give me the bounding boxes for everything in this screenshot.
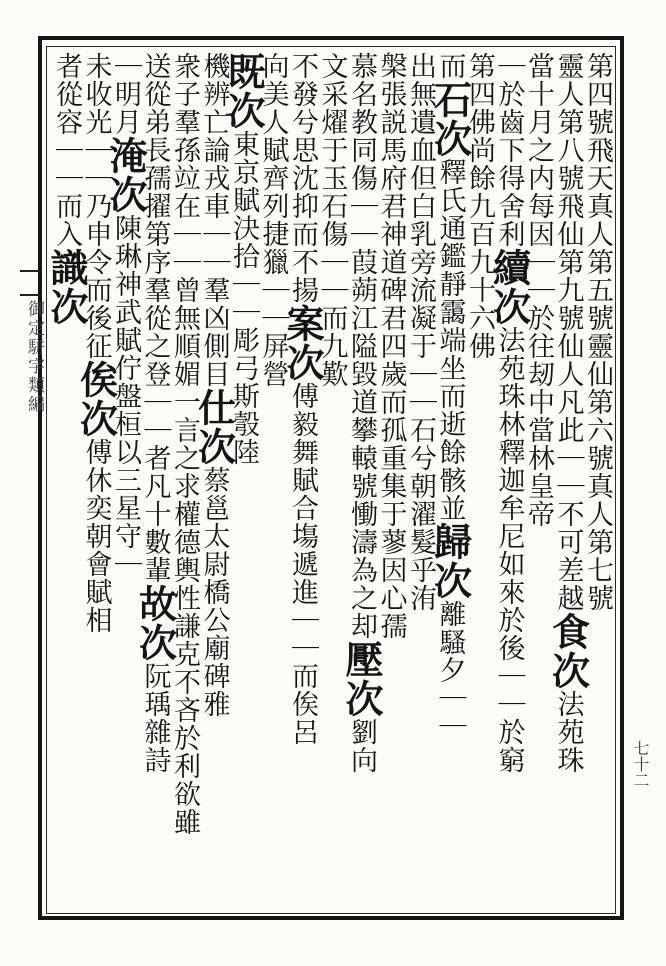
page-number: 七十二 — [631, 740, 650, 788]
text-segment: 石兮朝濯髮乎洧 — [405, 416, 436, 612]
fishtail-mark — [20, 270, 42, 296]
text-segment: 衆子羣孫竝在｜｜曾無順媚一言之求權德輿 — [169, 52, 200, 584]
text-segment: 林皇帝 — [523, 444, 554, 528]
text-segment: 阮瑀雜詩 — [139, 662, 171, 774]
text-segment: 靈人第八號飛仙第九號仙人凡此｜｜不可差越 — [552, 52, 584, 612]
text-segment: 當十月之内每因｜｜於往刼中當 — [523, 52, 554, 444]
text-segment: 九歎 — [316, 332, 348, 388]
text-segment: ｜｜乃申令而後征 — [80, 136, 112, 360]
headword: 淹次 — [103, 136, 148, 214]
text-segment: 法苑珠林釋迦牟尼如來於後｜｜於窮 — [493, 326, 525, 774]
text-segment: 文采燿于玉石傷｜｜而 — [316, 52, 348, 332]
headword: 識次 — [44, 248, 89, 326]
text-segment: 蔡邕太尉橋公廟碑雅 — [198, 466, 230, 718]
text-segment: ｜明月 — [110, 52, 141, 136]
text-segment: 而 — [434, 52, 466, 80]
text-column — [44, 52, 89, 326]
text-segment: 陳琳神武賦佇盤桓以 — [110, 214, 141, 466]
text-segment: 三星守｜ — [110, 466, 141, 578]
headword: 俟次 — [73, 360, 119, 438]
text-segment: 送從弟長孺擢第序羣從之登｜｜者凡十數輩 — [139, 52, 171, 584]
headword: 壓次 — [339, 640, 384, 718]
headword: 續次 — [486, 248, 532, 326]
text-segment: 劉向 — [346, 718, 377, 774]
text-segment: 無遺血但白乳旁流凝于｜｜ — [405, 80, 436, 416]
text-segment: 傅毅舞賦合塲遞進｜｜而俟呂 — [287, 382, 318, 746]
text-segment: 未收光 — [80, 52, 112, 136]
text-segment: 機辨亡論戎車｜｜羣凶側目 — [198, 52, 230, 388]
text-segment: 性謙克不吝於利欲雖 — [169, 584, 200, 836]
text-segment: 第四號飛天真人第五號靈仙第六號真人第七號 — [582, 52, 613, 612]
text-segment: 東京賦決拾｜｜彫弓斯彀陸 — [228, 130, 259, 466]
text-segment: 傅休奕朝會賦相 — [80, 438, 112, 634]
text-segment: 不發兮思沈抑而不揚 — [287, 52, 318, 304]
headword: 故次 — [132, 584, 178, 662]
text-segment: 向美人賦齊列捷獵｜｜屏營 — [257, 52, 289, 388]
text-segment: 出 — [405, 52, 436, 80]
text-segment: ｜於齒下得舍利 — [493, 52, 525, 248]
headword: 仕次 — [191, 388, 237, 466]
text-segment: 槃張説馬府君神道碑君四歲而孤重集于蓼因心孺 — [375, 52, 407, 640]
headword: 案次 — [280, 304, 325, 382]
text-segment: 法苑珠 — [552, 690, 584, 774]
text-segment: 慕名教同傷｜｜葭蒴江隘毀道攀轅號慟濤為之却 — [346, 52, 377, 640]
headword: 既次 — [221, 52, 266, 130]
text-segment: 釋氏通鑑靜靄端坐而逝餘骸並 — [434, 158, 466, 522]
text-segment: 者從容｜｜而入 — [51, 52, 82, 248]
headword: 食次 — [545, 612, 591, 690]
text-segment: 第四佛尚餘九百九十六佛 — [464, 52, 495, 360]
headword: 石次 — [427, 80, 473, 158]
book-title: 御定駢字類編 — [24, 300, 44, 414]
headword: 歸次 — [427, 522, 473, 600]
text-segment: 離騷夕｜｜ — [434, 600, 466, 740]
